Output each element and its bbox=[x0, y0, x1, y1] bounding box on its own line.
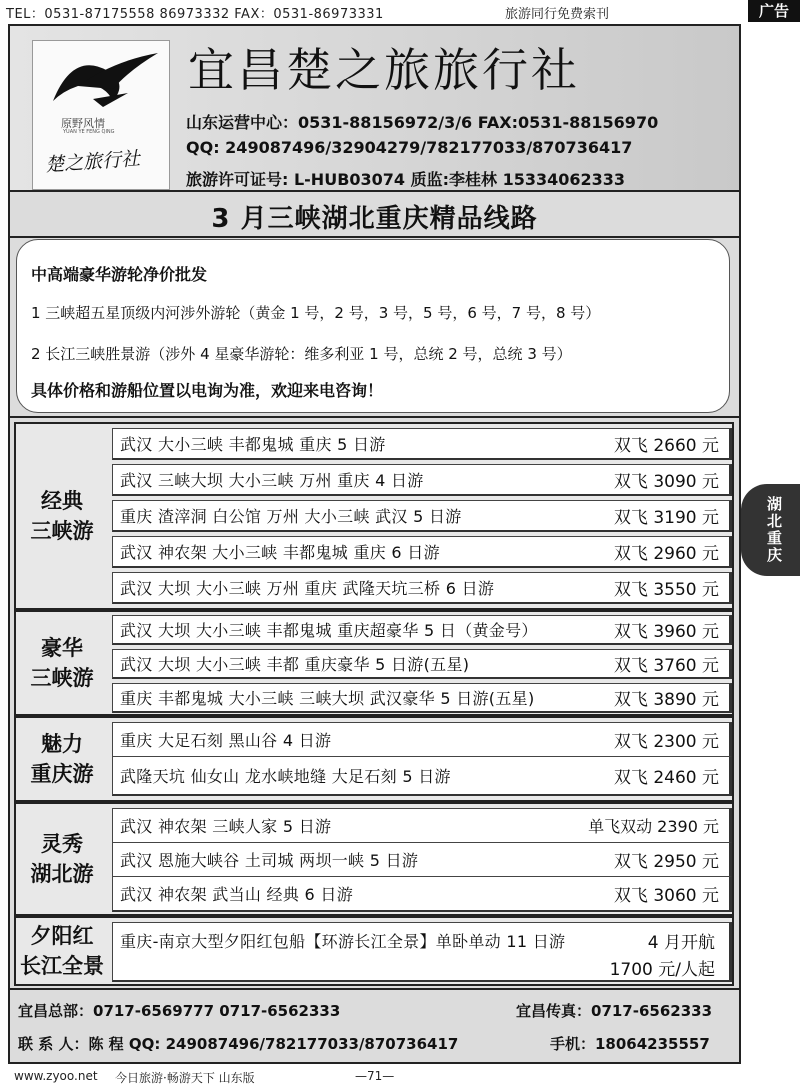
route-price: 4 月开航 bbox=[647, 932, 715, 953]
section-label: 经典 三峡游 bbox=[30, 489, 94, 543]
advert-page bbox=[8, 24, 741, 1064]
section-hubei bbox=[14, 802, 734, 916]
route-row bbox=[112, 722, 732, 756]
route-text: 重庆 丰都鬼城 大小三峡 三峡大坝 武汉豪华 5 日游(五星) bbox=[120, 689, 535, 708]
route-text: 重庆 大足石刻 黑山谷 4 日游 bbox=[120, 731, 332, 750]
route-row bbox=[112, 572, 732, 604]
route-row bbox=[112, 536, 732, 568]
section-chongqing bbox=[14, 716, 734, 802]
top-slogan: 旅游同行免费索刊 bbox=[505, 7, 610, 22]
route-price: 双飞 3890 元 bbox=[613, 690, 719, 710]
route-price: 双飞 3760 元 bbox=[613, 656, 719, 676]
route-text: 武汉 大小三峡 丰都鬼城 重庆 5 日游 bbox=[120, 435, 386, 454]
route-row bbox=[112, 615, 732, 645]
section-label: 灵秀 湖北游 bbox=[30, 832, 94, 886]
ad-label: 广告 bbox=[748, 0, 800, 22]
route-row bbox=[112, 842, 732, 876]
route-text: 重庆-南京大型夕阳红包船【环游长江全景】单卧单动 11 日游 bbox=[120, 931, 566, 951]
route-text: 武隆天坑 仙女山 龙水峡地缝 大足石刻 5 日游 bbox=[120, 767, 451, 786]
route-text: 武汉 大坝 大小三峡 万州 重庆 武隆天坑三桥 6 日游 bbox=[120, 579, 495, 598]
route-row bbox=[112, 428, 732, 460]
section-label: 魅力 重庆游 bbox=[30, 732, 94, 786]
hq-fax: 宜昌传真：0717-6562333 bbox=[516, 1002, 713, 1020]
route-price: 单飞双动 2390 元 bbox=[588, 817, 719, 836]
section-sunset bbox=[14, 916, 734, 986]
route-price-detail: 1700 元/人起 bbox=[609, 959, 715, 980]
route-row bbox=[112, 649, 732, 679]
contact-person: 联 系 人：陈 程 QQ: 249087496/782177033/870736417 bbox=[18, 1035, 459, 1053]
route-row bbox=[112, 876, 732, 912]
route-price: 双飞 3060 元 bbox=[613, 886, 719, 906]
route-row bbox=[112, 922, 732, 982]
hq-phone: 宜昌总部：0717-6569777 0717-6562333 bbox=[18, 1002, 341, 1020]
route-price: 双飞 2660 元 bbox=[613, 436, 719, 456]
route-price: 双飞 2460 元 bbox=[613, 768, 719, 788]
route-text: 武汉 大坝 大小三峡 丰都鬼城 重庆超豪华 5 日（黄金号） bbox=[120, 621, 538, 640]
section-luxury bbox=[14, 610, 734, 716]
notice-box bbox=[16, 239, 730, 413]
header bbox=[10, 26, 739, 192]
page-title: 3 月三峡湖北重庆精品线路 bbox=[211, 204, 538, 234]
route-text: 武汉 恩施大峡谷 土司城 两坝一峡 5 日游 bbox=[120, 851, 419, 870]
company-name: 宜昌楚之旅旅行社 bbox=[188, 43, 580, 97]
route-text: 武汉 大坝 大小三峡 丰都 重庆豪华 5 日游(五星) bbox=[120, 655, 470, 674]
route-price: 双飞 2960 元 bbox=[613, 544, 719, 564]
route-row bbox=[112, 464, 732, 496]
mobile-phone: 手机：18064235557 bbox=[550, 1035, 710, 1053]
page-number: —71— bbox=[355, 1069, 395, 1083]
route-row bbox=[112, 808, 732, 842]
route-row bbox=[112, 683, 732, 713]
route-price: 双飞 2300 元 bbox=[613, 732, 719, 752]
route-row bbox=[112, 500, 732, 532]
site-url: www.zyoo.net bbox=[14, 1069, 98, 1083]
region-side-tab: 湖北重庆 bbox=[741, 484, 800, 576]
section-classic bbox=[14, 422, 734, 610]
bottom-bar bbox=[0, 1068, 800, 1086]
footer bbox=[10, 988, 739, 1062]
top-contact: TEL：0531-87175558 86973332 FAX：0531-86973331 bbox=[6, 7, 384, 22]
route-row bbox=[112, 756, 732, 796]
route-price: 双飞 3190 元 bbox=[613, 508, 719, 528]
logo-brush-text: 楚之旅行社 bbox=[44, 147, 141, 177]
route-text: 武汉 三峡大坝 大小三峡 万州 重庆 4 日游 bbox=[120, 471, 424, 490]
divider bbox=[10, 416, 739, 418]
notice-closing: 具体价格和游船位置以电询为准，欢迎来电咨询！ bbox=[31, 381, 384, 400]
route-text: 武汉 神农架 大小三峡 丰都鬼城 重庆 6 日游 bbox=[120, 543, 440, 562]
route-text: 重庆 渣滓洞 白公馆 万州 大小三峡 武汉 5 日游 bbox=[120, 507, 462, 526]
logo-caption: 原野风情 bbox=[61, 117, 105, 130]
route-price: 双飞 3090 元 bbox=[613, 472, 719, 492]
notice-item: 1 三峡超五星顶级内河涉外游轮（黄金 1 号，2 号，3 号，5 号，6 号，7 号，8 号） bbox=[31, 304, 601, 322]
section-label: 豪华 三峡游 bbox=[30, 636, 94, 690]
shandong-office: 山东运营中心：0531-88156972/3/6 FAX:0531-88156970 bbox=[186, 113, 659, 132]
license-line: 旅游许可证号: L-HUB03074 质监:李桂林 15334062333 bbox=[186, 170, 626, 189]
divider bbox=[10, 236, 739, 238]
top-bar bbox=[0, 0, 800, 22]
section-label: 夕阳红 长江全景 bbox=[20, 924, 104, 978]
route-price: 双飞 3960 元 bbox=[613, 622, 719, 642]
route-text: 武汉 神农架 武当山 经典 6 日游 bbox=[120, 885, 354, 904]
logo-caption-pinyin: YUAN YE FENG QING bbox=[63, 129, 115, 135]
notice-item: 2 长江三峡胜景游（涉外 4 星豪华游轮：维多利亚 1 号，总统 2 号，总统 3 号） bbox=[31, 345, 572, 363]
route-price: 双飞 2950 元 bbox=[613, 852, 719, 872]
company-logo bbox=[32, 40, 170, 190]
magazine-slogan: 今日旅游·畅游天下 山东版 bbox=[115, 1071, 255, 1085]
qq-numbers: QQ: 249087496/32904279/782177033/870736417 bbox=[186, 138, 633, 157]
notice-heading: 中高端豪华游轮净价批发 bbox=[31, 265, 208, 284]
route-text: 武汉 神农架 三峡人家 5 日游 bbox=[120, 817, 332, 836]
route-price: 双飞 3550 元 bbox=[613, 580, 719, 600]
